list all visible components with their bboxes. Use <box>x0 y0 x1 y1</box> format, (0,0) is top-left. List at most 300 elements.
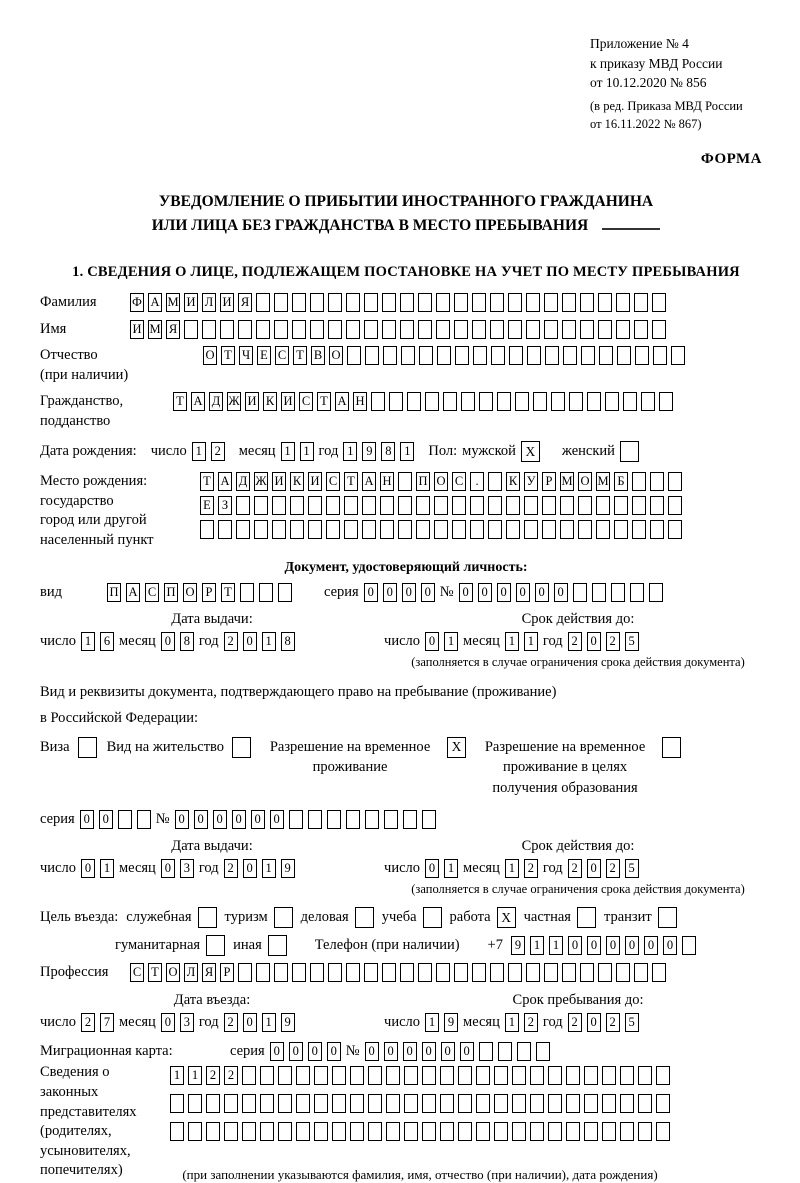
char-cell <box>260 1094 274 1113</box>
char-cell <box>254 520 268 539</box>
char-cell: Т <box>344 472 358 491</box>
year-word: год <box>318 443 339 460</box>
char-cell: Л <box>202 293 216 312</box>
char-cell: Б <box>614 472 628 491</box>
char-cell <box>292 293 306 312</box>
char-cell: А <box>335 392 349 411</box>
sex-female-checkbox <box>620 441 639 462</box>
char-cell: А <box>362 472 376 491</box>
citizenship-row <box>40 392 772 431</box>
appendix-edit-line: (в ред. Приказа МВД России <box>590 98 743 113</box>
char-cell: О <box>434 472 448 491</box>
char-cell: 1 <box>170 1066 184 1085</box>
char-cell <box>524 520 538 539</box>
forma-label: ФОРМА <box>700 150 762 167</box>
char-cell: Р <box>542 472 556 491</box>
permit-option-label: Виза <box>40 738 70 755</box>
char-cell: 0 <box>194 810 208 829</box>
char-cell: 9 <box>444 1013 458 1032</box>
char-cell <box>382 320 396 339</box>
char-cell <box>548 1094 562 1113</box>
phone-label: Телефон (при наличии) <box>314 937 460 954</box>
char-cell <box>656 1094 670 1113</box>
form-title-line1: УВЕДОМЛЕНИЕ О ПРИБЫТИИ ИНОСТРАННОГО ГРАЖДАНИНА <box>158 192 654 210</box>
char-cell: 0 <box>251 810 265 829</box>
char-cell <box>617 346 631 365</box>
char-cell <box>598 320 612 339</box>
char-cell <box>470 520 484 539</box>
permit-valid-note: (заполняется в случае ограничения срока действия документа) <box>411 882 745 897</box>
char-cell <box>458 1122 472 1141</box>
char-cell: С <box>326 472 340 491</box>
char-cell <box>398 472 412 491</box>
birth-date-row <box>40 441 772 462</box>
char-cell <box>256 963 270 982</box>
doc-series-cells <box>364 583 435 602</box>
char-cell <box>332 1066 346 1085</box>
char-cell: 2 <box>568 1013 582 1032</box>
char-cell <box>494 1122 508 1141</box>
char-cell: 0 <box>516 583 530 602</box>
permit-visa-checkbox <box>78 737 97 758</box>
birth-place-cells-1 <box>200 472 682 491</box>
purpose-work-checkbox: X <box>497 907 516 928</box>
char-cell: 3 <box>180 859 194 878</box>
birth-day-cells <box>192 442 225 461</box>
char-cell <box>560 520 574 539</box>
sex-male-label: мужской <box>462 443 516 460</box>
char-cell: 0 <box>425 632 439 651</box>
char-cell <box>347 346 361 365</box>
char-cell: 1 <box>100 859 114 878</box>
permit-series-row <box>40 810 772 830</box>
char-cell <box>137 810 151 829</box>
char-cell <box>533 392 547 411</box>
entry-month-cells <box>161 1013 194 1032</box>
name-label: Имя <box>40 320 67 337</box>
char-cell <box>611 583 625 602</box>
char-cell <box>419 346 433 365</box>
char-cell: 0 <box>644 936 658 955</box>
doc-issue-day-cells <box>81 632 114 651</box>
doc-valid-note: (заполняется в случае ограничения срока действия документа) <box>411 655 745 670</box>
surname-label: Фамилия <box>40 293 97 310</box>
char-cell: 9 <box>362 442 376 461</box>
birth-place-cells-3 <box>200 520 682 539</box>
char-cell <box>386 1066 400 1085</box>
char-cell <box>508 293 522 312</box>
char-cell: М <box>560 472 574 491</box>
char-cell: И <box>184 293 198 312</box>
identity-doc-heading: Документ, удостоверяющий личность: <box>284 559 528 575</box>
char-cell: М <box>166 293 180 312</box>
char-cell <box>202 320 216 339</box>
char-cell <box>425 392 439 411</box>
char-cell: 1 <box>81 632 95 651</box>
char-cell <box>476 1122 490 1141</box>
char-cell <box>458 1094 472 1113</box>
char-cell: А <box>126 583 140 602</box>
char-cell: 5 <box>625 859 639 878</box>
char-cell <box>562 293 576 312</box>
char-cell <box>344 520 358 539</box>
char-cell: 0 <box>81 859 95 878</box>
char-cell <box>641 392 655 411</box>
char-cell: Д <box>209 392 223 411</box>
char-cell <box>562 963 576 982</box>
char-cell <box>682 936 696 955</box>
char-cell <box>240 583 254 602</box>
char-cell: 0 <box>568 936 582 955</box>
permit-option-temporary <box>261 737 466 778</box>
char-cell <box>422 1066 436 1085</box>
char-cell <box>638 1122 652 1141</box>
patronymic-label: Отчество (при наличии) <box>40 347 129 383</box>
char-cell: И <box>281 392 295 411</box>
char-cell <box>274 293 288 312</box>
char-cell <box>242 1122 256 1141</box>
char-cell <box>563 346 577 365</box>
char-cell: Е <box>200 496 214 515</box>
char-cell <box>508 320 522 339</box>
migration-series-cells <box>270 1042 341 1061</box>
char-cell <box>310 293 324 312</box>
char-cell <box>470 496 484 515</box>
purpose-row: Цель въезда: служебная туризм деловая учеба работа X частная транзит <box>40 907 772 928</box>
appendix-line: Приложение № 4 <box>590 36 689 51</box>
char-cell <box>668 496 682 515</box>
char-cell: 0 <box>425 859 439 878</box>
char-cell <box>454 320 468 339</box>
birth-place-cells-2 <box>200 496 682 515</box>
char-cell: К <box>290 472 304 491</box>
char-cell <box>620 1122 634 1141</box>
char-cell <box>434 520 448 539</box>
char-cell <box>652 963 666 982</box>
char-cell <box>548 1066 562 1085</box>
sex-label: Пол: <box>428 443 458 460</box>
char-cell <box>506 520 520 539</box>
char-cell: В <box>311 346 325 365</box>
char-cell: Н <box>353 392 367 411</box>
char-cell <box>259 583 273 602</box>
char-cell: О <box>183 583 197 602</box>
char-cell <box>616 293 630 312</box>
char-cell <box>498 1042 512 1061</box>
char-cell <box>656 1066 670 1085</box>
doc-issue-title: Дата выдачи: <box>171 611 253 628</box>
char-cell <box>220 320 234 339</box>
char-cell: Л <box>184 963 198 982</box>
char-cell <box>620 1066 634 1085</box>
char-cell <box>602 1094 616 1113</box>
char-cell <box>403 810 417 829</box>
char-cell: О <box>203 346 217 365</box>
char-cell: 2 <box>524 859 538 878</box>
char-cell <box>476 1066 490 1085</box>
migration-card-label: Миграционная карта: <box>40 1042 173 1059</box>
char-cell <box>650 472 664 491</box>
char-cell <box>506 496 520 515</box>
char-cell <box>404 1094 418 1113</box>
char-cell: 0 <box>422 1042 436 1061</box>
purpose-study-checkbox <box>423 907 442 928</box>
char-cell: 0 <box>80 810 94 829</box>
char-cell <box>602 1066 616 1085</box>
char-cell <box>436 963 450 982</box>
birth-place-row <box>40 472 772 550</box>
char-cell <box>218 520 232 539</box>
char-cell <box>400 320 414 339</box>
char-cell: 0 <box>383 583 397 602</box>
char-cell: 0 <box>587 632 601 651</box>
char-cell <box>170 1122 184 1141</box>
char-cell: 0 <box>421 583 435 602</box>
char-cell <box>630 583 644 602</box>
char-cell <box>650 520 664 539</box>
char-cell <box>542 496 556 515</box>
char-cell <box>544 293 558 312</box>
doc-valid-year-cells <box>568 632 639 651</box>
char-cell <box>310 320 324 339</box>
char-cell: 8 <box>381 442 395 461</box>
char-cell <box>326 520 340 539</box>
birth-place-label: Место рождения: государство город или другой населенный пункт <box>40 473 154 549</box>
char-cell <box>440 1122 454 1141</box>
char-cell <box>668 472 682 491</box>
char-cell <box>346 320 360 339</box>
char-cell: 0 <box>384 1042 398 1061</box>
migration-number-label: № <box>345 1043 360 1060</box>
char-cell: 1 <box>343 442 357 461</box>
appendix-edit-line: от 16.11.2022 № 867) <box>590 116 702 131</box>
char-cell: 0 <box>327 1042 341 1061</box>
char-cell <box>170 1094 184 1113</box>
char-cell: 0 <box>587 859 601 878</box>
char-cell <box>368 1122 382 1141</box>
patronymic-cells <box>203 346 685 365</box>
char-cell: 9 <box>281 1013 295 1032</box>
char-cell <box>634 320 648 339</box>
char-cell <box>422 810 436 829</box>
citizenship-cells <box>173 392 673 411</box>
char-cell: . <box>470 472 484 491</box>
char-cell <box>296 1066 310 1085</box>
profession-cells <box>130 963 666 982</box>
char-cell <box>308 496 322 515</box>
char-cell: 0 <box>587 936 601 955</box>
char-cell: С <box>452 472 466 491</box>
permit-valid-title: Срок действия до: <box>521 838 635 855</box>
doc-kind-cells <box>107 583 292 602</box>
char-cell <box>587 392 601 411</box>
migration-number-cells <box>365 1042 550 1061</box>
char-cell <box>490 320 504 339</box>
char-cell <box>614 496 628 515</box>
birth-place-cells-block <box>200 472 682 539</box>
char-cell: 0 <box>243 1013 257 1032</box>
char-cell <box>652 320 666 339</box>
char-cell: О <box>166 963 180 982</box>
permit-issue-day-cells <box>81 859 114 878</box>
char-cell: Т <box>200 472 214 491</box>
phone-cells <box>511 936 696 955</box>
permit-option-visa <box>40 737 97 758</box>
char-cell: 0 <box>663 936 677 955</box>
char-cell: 2 <box>224 1066 238 1085</box>
char-cell: Т <box>293 346 307 365</box>
sex-male-checkbox: X <box>521 441 540 462</box>
char-cell <box>638 1094 652 1113</box>
entry-year-cells <box>224 1013 295 1032</box>
char-cell: 0 <box>232 810 246 829</box>
purpose-label: Цель въезда: <box>40 909 119 926</box>
doc-valid-day-cells <box>425 632 458 651</box>
char-cell: 0 <box>175 810 189 829</box>
permit-number-cells <box>175 810 436 829</box>
char-cell: Р <box>202 583 216 602</box>
char-cell: 8 <box>180 632 194 651</box>
patronymic-row <box>40 346 772 385</box>
char-cell: 1 <box>549 936 563 955</box>
identity-doc-dates: Дата выдачи: число 1 6 месяц 0 8 год 2 0 1 8 Срок действия до: число 0 1 месяц 1 1 год 2 0 2 5 (заполняется в случае ограничения срока действия документа) <box>40 611 772 670</box>
char-cell: К <box>263 392 277 411</box>
char-cell <box>368 1094 382 1113</box>
char-cell: 0 <box>161 632 175 651</box>
char-cell: С <box>130 963 144 982</box>
char-cell: С <box>145 583 159 602</box>
representatives-cells-2 <box>170 1094 670 1113</box>
char-cell <box>476 1094 490 1113</box>
char-cell <box>224 1122 238 1141</box>
char-cell <box>274 963 288 982</box>
char-cell <box>632 496 646 515</box>
char-cell: 2 <box>606 632 620 651</box>
char-cell <box>573 583 587 602</box>
name-cells <box>130 320 666 339</box>
char-cell <box>238 963 252 982</box>
char-cell <box>452 496 466 515</box>
char-cell <box>479 1042 493 1061</box>
char-cell: Т <box>221 346 235 365</box>
char-cell: К <box>506 472 520 491</box>
char-cell <box>290 496 304 515</box>
char-cell: Ж <box>254 472 268 491</box>
char-cell: И <box>220 293 234 312</box>
char-cell <box>418 320 432 339</box>
form-title <box>40 190 772 238</box>
permit-valid-year-cells <box>568 859 639 878</box>
char-cell <box>650 496 664 515</box>
char-cell: 1 <box>524 632 538 651</box>
char-cell: А <box>191 392 205 411</box>
char-cell: 1 <box>262 1013 276 1032</box>
char-cell: М <box>596 472 610 491</box>
char-cell <box>350 1122 364 1141</box>
char-cell <box>416 496 430 515</box>
permit-temporary-checkbox: X <box>447 737 466 758</box>
char-cell <box>400 293 414 312</box>
char-cell: 1 <box>505 632 519 651</box>
char-cell <box>344 496 358 515</box>
stay-year-cells <box>568 1013 639 1032</box>
char-cell: 2 <box>81 1013 95 1032</box>
char-cell <box>635 346 649 365</box>
char-cell <box>472 320 486 339</box>
char-cell <box>497 392 511 411</box>
char-cell <box>527 346 541 365</box>
char-cell: Ж <box>227 392 241 411</box>
char-cell <box>512 1094 526 1113</box>
char-cell <box>530 1066 544 1085</box>
char-cell <box>653 346 667 365</box>
char-cell: 0 <box>459 583 473 602</box>
char-cell <box>314 1122 328 1141</box>
char-cell <box>596 520 610 539</box>
char-cell: 1 <box>400 442 414 461</box>
char-cell <box>566 1122 580 1141</box>
char-cell: 0 <box>535 583 549 602</box>
char-cell <box>592 583 606 602</box>
char-cell: 5 <box>625 1013 639 1032</box>
char-cell <box>461 392 475 411</box>
char-cell: Т <box>317 392 331 411</box>
char-cell: 0 <box>403 1042 417 1061</box>
char-cell <box>200 520 214 539</box>
char-cell <box>517 1042 531 1061</box>
char-cell <box>364 963 378 982</box>
appendix-line: к приказу МВД России <box>590 55 723 71</box>
permit-valid-day-cells <box>425 859 458 878</box>
char-cell <box>512 1122 526 1141</box>
char-cell: 1 <box>300 442 314 461</box>
char-cell: 1 <box>444 859 458 878</box>
char-cell <box>566 1066 580 1085</box>
char-cell <box>544 320 558 339</box>
purpose-humanitarian-checkbox <box>206 935 225 956</box>
permit-education-checkbox <box>662 737 681 758</box>
char-cell <box>256 293 270 312</box>
char-cell <box>566 1094 580 1113</box>
char-cell <box>296 1094 310 1113</box>
doc-kind-label: вид <box>40 583 62 600</box>
residence-doc-options <box>40 737 772 798</box>
permit-issue-title: Дата выдачи: <box>171 838 253 855</box>
char-cell: 1 <box>262 632 276 651</box>
char-cell <box>580 963 594 982</box>
char-cell <box>274 320 288 339</box>
char-cell: 0 <box>364 583 378 602</box>
char-cell <box>551 392 565 411</box>
char-cell: 2 <box>568 859 582 878</box>
permit-option-label: Разрешение на временное проживание в целях получения образования <box>484 738 646 796</box>
char-cell <box>346 963 360 982</box>
migration-card-row <box>40 1042 772 1062</box>
char-cell: 0 <box>243 632 257 651</box>
char-cell <box>605 392 619 411</box>
char-cell <box>242 1094 256 1113</box>
char-cell: 1 <box>281 442 295 461</box>
char-cell <box>548 1122 562 1141</box>
char-cell <box>364 320 378 339</box>
char-cell: 0 <box>289 1042 303 1061</box>
char-cell <box>278 1066 292 1085</box>
char-cell: 3 <box>180 1013 194 1032</box>
char-cell: 8 <box>281 632 295 651</box>
char-cell <box>638 1066 652 1085</box>
residence-doc-intro: Вид и реквизиты документа, подтверждающего право на пребывание (проживание) в Российской Федерации: <box>40 684 557 726</box>
char-cell <box>272 496 286 515</box>
